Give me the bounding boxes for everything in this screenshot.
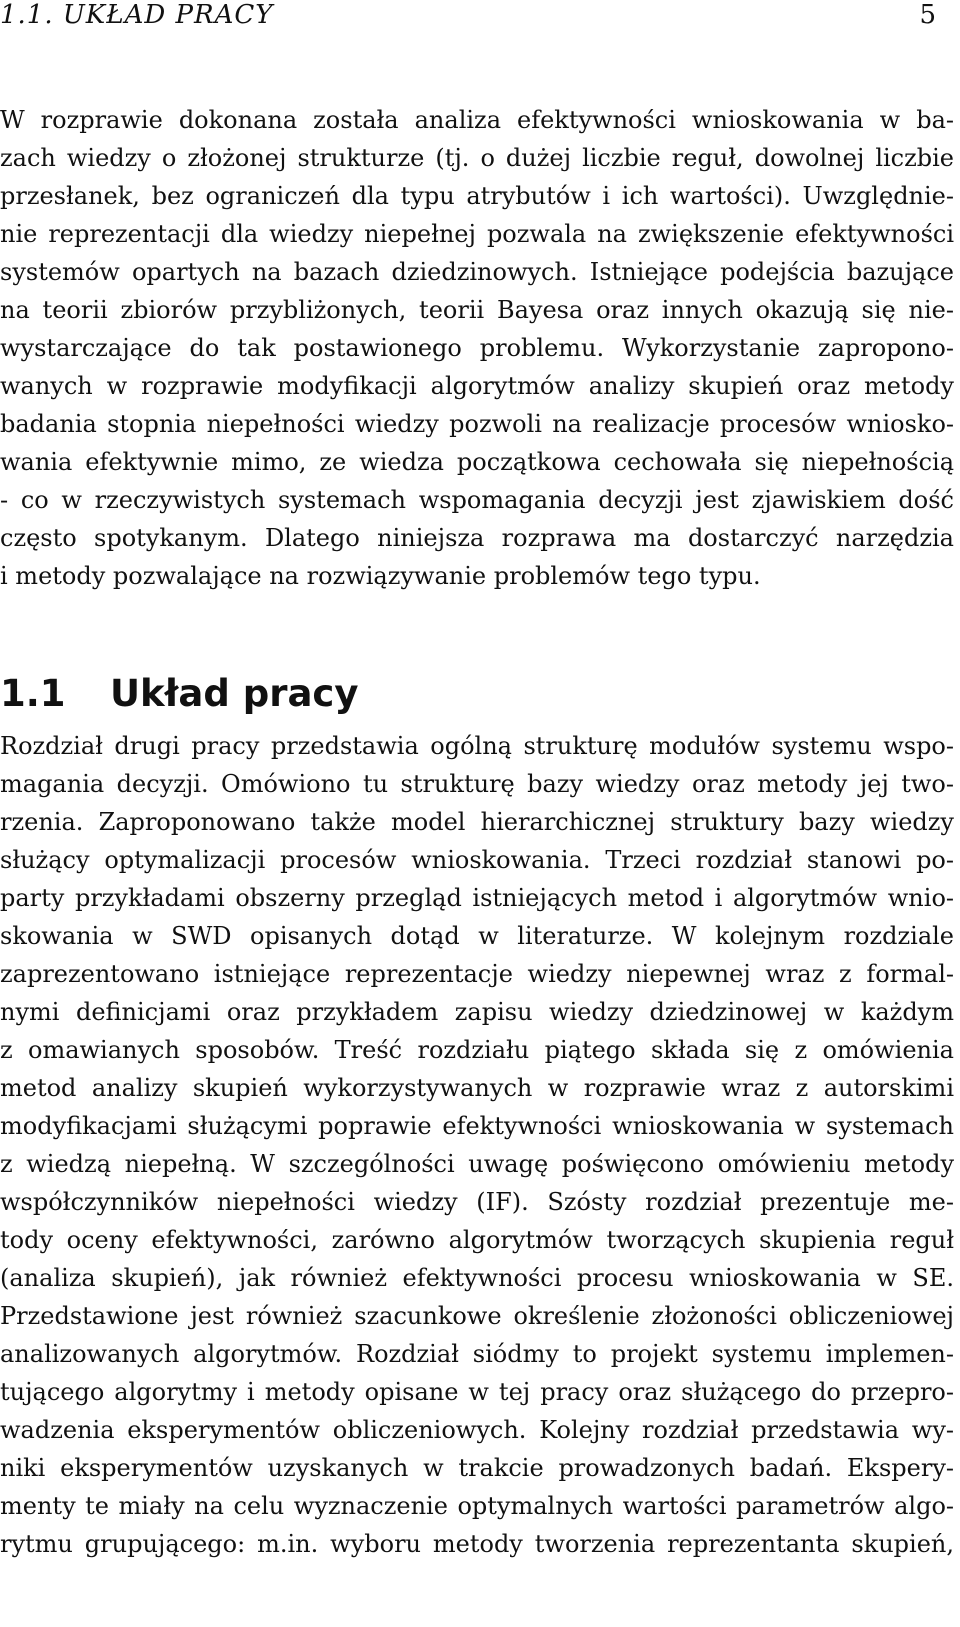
page-number: 5 xyxy=(919,0,936,30)
paragraph-line: na teorii zbiorów przybliżonych, teorii Bayesa oraz innych okazują się nie- xyxy=(0,296,954,324)
paragraph-line: party przykładami obszerny przegląd istniejących metod i algorytmów wnio- xyxy=(0,884,954,912)
paragraph-line: analizowanych algorytmów. Rozdział siódmy to projekt systemu implemen- xyxy=(0,1340,954,1368)
paragraph-line: tującego algorytmy i metody opisane w tej pracy oraz służącego do przepro- xyxy=(0,1378,954,1406)
paragraph-line: przesłanek, bez ograniczeń dla typu atrybutów i ich wartości). Uwzględnie- xyxy=(0,182,954,210)
paragraph-line: - co w rzeczywistych systemach wspomagania decyzji jest zjawiskiem dość xyxy=(0,486,954,514)
paragraph-line: z wiedzą niepełną. W szczególności uwagę poświęcono omówieniu metody xyxy=(0,1150,954,1178)
paragraph-line: służący optymalizacji procesów wnioskowania. Trzeci rozdział stanowi po- xyxy=(0,846,954,874)
running-header xyxy=(0,0,960,30)
paragraph-line: wania efektywnie mimo, ze wiedza początkowa cechowała się niepełnością xyxy=(0,448,954,476)
paragraph-line: często spotykanym. Dlatego niniejsza rozprawa ma dostarczyć narzędzia xyxy=(0,524,954,552)
paragraph-line: współczynników niepełności wiedzy (IF). Szósty rozdział prezentuje me- xyxy=(0,1188,954,1216)
section-heading xyxy=(0,672,358,715)
paragraph-line: z omawianych sposobów. Treść rozdziału piątego składa się z omówienia xyxy=(0,1036,954,1064)
paragraph-line: Przedstawione jest również szacunkowe określenie złożoności obliczeniowej xyxy=(0,1302,954,1330)
paragraph-line: nie reprezentacji dla wiedzy niepełnej pozwala na zwiększenie efektywności xyxy=(0,220,954,248)
paragraph-line: rytmu grupującego: m.in. wyboru metody tworzenia reprezentanta skupień, xyxy=(0,1530,954,1558)
paragraph-line: zaprezentowano istniejące reprezentacje wiedzy niepewnej wraz z formal- xyxy=(0,960,954,988)
paragraph-line: niki eksperymentów uzyskanych w trakcie prowadzonych badań. Ekspery- xyxy=(0,1454,954,1482)
paragraph-line: wystarczające do tak postawionego problemu. Wykorzystanie zapropono- xyxy=(0,334,954,362)
paragraph-line: zach wiedzy o złożonej strukturze (tj. o dużej liczbie reguł, dowolnej liczbie xyxy=(0,144,954,172)
paragraph-line: modyfikacjami służącymi poprawie efektywności wnioskowania w systemach xyxy=(0,1112,954,1140)
paragraph-line: W rozprawie dokonana została analiza efektywności wnioskowania w ba- xyxy=(0,106,954,134)
paragraph-line: badania stopnia niepełności wiedzy pozwoli na realizacje procesów wniosko- xyxy=(0,410,954,438)
paragraph-line: nymi definicjami oraz przykładem zapisu wiedzy dziedzinowej w każdym xyxy=(0,998,954,1026)
section-title: Układ pracy xyxy=(110,672,359,715)
paragraph-line: wanych w rozprawie modyfikacji algorytmów analizy skupień oraz metody xyxy=(0,372,954,400)
paragraph-line: systemów opartych na bazach dziedzinowych. Istniejące podejścia bazujące xyxy=(0,258,954,286)
paragraph-line: skowania w SWD opisanych dotąd w literaturze. W kolejnym rozdziale xyxy=(0,922,954,950)
paragraph-line: tody oceny efektywności, zarówno algorytmów tworzących skupienia reguł xyxy=(0,1226,954,1254)
paragraph-line: rzenia. Zaproponowano także model hierarchicznej struktury bazy wiedzy xyxy=(0,808,954,836)
paragraph-line: (analiza skupień), jak również efektywności procesu wnioskowania w SE. xyxy=(0,1264,954,1292)
section-number: 1.1 xyxy=(0,672,66,715)
running-header-title: 1.1. UKŁAD PRACY xyxy=(0,0,274,30)
paragraph-line: Rozdział drugi pracy przedstawia ogólną strukturę modułów systemu wspo- xyxy=(0,732,954,760)
paragraph-line: i metody pozwalające na rozwiązywanie problemów tego typu. xyxy=(0,562,761,590)
paragraph-line: menty te miały na celu wyznaczenie optymalnych wartości parametrów algo- xyxy=(0,1492,954,1520)
paragraph-line: wadzenia eksperymentów obliczeniowych. Kolejny rozdział przedstawia wy- xyxy=(0,1416,954,1444)
paragraph-line: magania decyzji. Omówiono tu strukturę bazy wiedzy oraz metody jej two- xyxy=(0,770,954,798)
paragraph-line: metod analizy skupień wykorzystywanych w rozprawie wraz z autorskimi xyxy=(0,1074,954,1102)
